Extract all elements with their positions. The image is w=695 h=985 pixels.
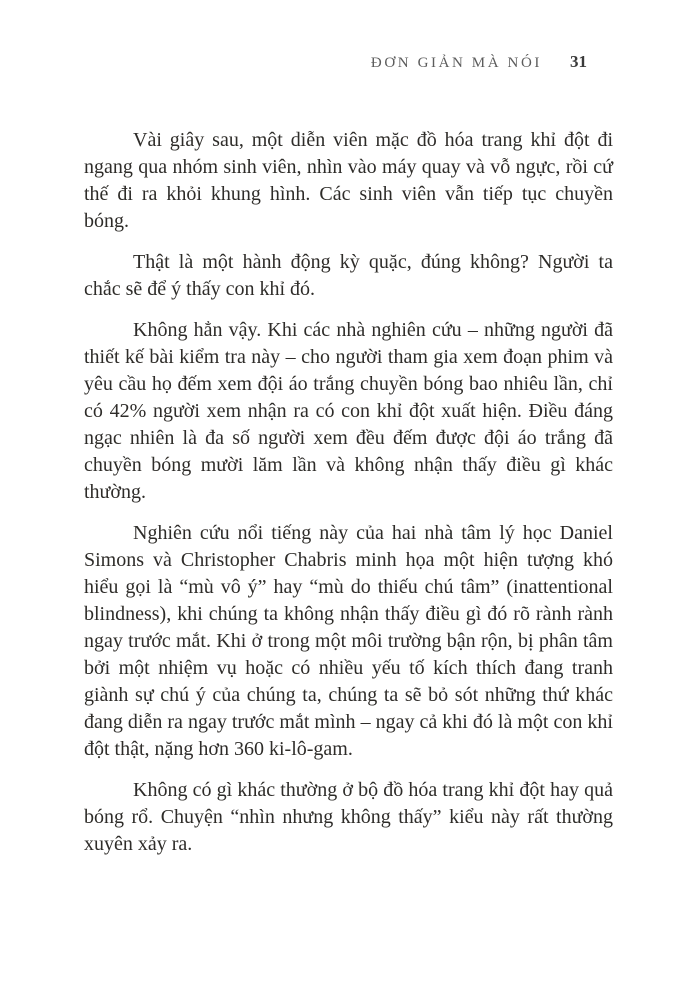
page-number: 31: [570, 52, 587, 71]
running-title: ĐƠN GIẢN MÀ NÓI: [370, 55, 542, 71]
paragraph: Vài giây sau, một diễn viên mặc đồ hóa trang khỉ đột đi ngang qua nhóm sinh viên, nhìn vào máy quay và vỗ ngực, rồi cứ thế đi ra khỏi khung hình. Các sinh viên vẫn tiếp tục chuyền bóng.: [84, 129, 613, 232]
paragraph: Nghiên cứu nổi tiếng này của hai nhà tâm lý học Daniel Simons và Christopher Chabris minh họa một hiện tượng khó hiểu gọi là “mù vô ý” hay “mù do thiếu chú tâm” (inattentional blindness), khi chúng ta không nhận thấy điều gì đó rõ rành rành ngay trước mắt. Khi ở trong một môi trường bận rộn, bị phân tâm bởi một nhiệm vụ hoặc có nhiều yếu tố kích thích đang tranh giành sự chú ý của chúng ta, chúng ta sẽ bỏ sót những thứ khác đang diễn ra ngay trước mắt mình – ngay cả khi đó là một con khỉ đột thật, nặng hơn 360 ki-lô-gam.: [84, 522, 613, 760]
paragraph: Không có gì khác thường ở bộ đồ hóa trang khỉ đột hay quả bóng rổ. Chuyện “nhìn nhưng không thấy” kiểu này rất thường xuyên xảy ra.: [84, 779, 613, 855]
paragraph: Không hẳn vậy. Khi các nhà nghiên cứu – những người đã thiết kế bài kiểm tra này – cho người tham gia xem đoạn phim và yêu cầu họ đếm xem đội áo trắng chuyền bóng bao nhiêu lần, chỉ có 42% người xem nhận ra có con khỉ đột xuất hiện. Điều đáng ngạc nhiên là đa số người xem đều đếm được đội áo trắng đã chuyền bóng mười lăm lần và không nhận thấy điều gì khác thường.: [84, 319, 613, 503]
paragraph: Thật là một hành động kỳ quặc, đúng không? Người ta chắc sẽ để ý thấy con khỉ đó.: [84, 251, 613, 300]
page-body: [84, 127, 613, 858]
page-header: [371, 52, 587, 72]
